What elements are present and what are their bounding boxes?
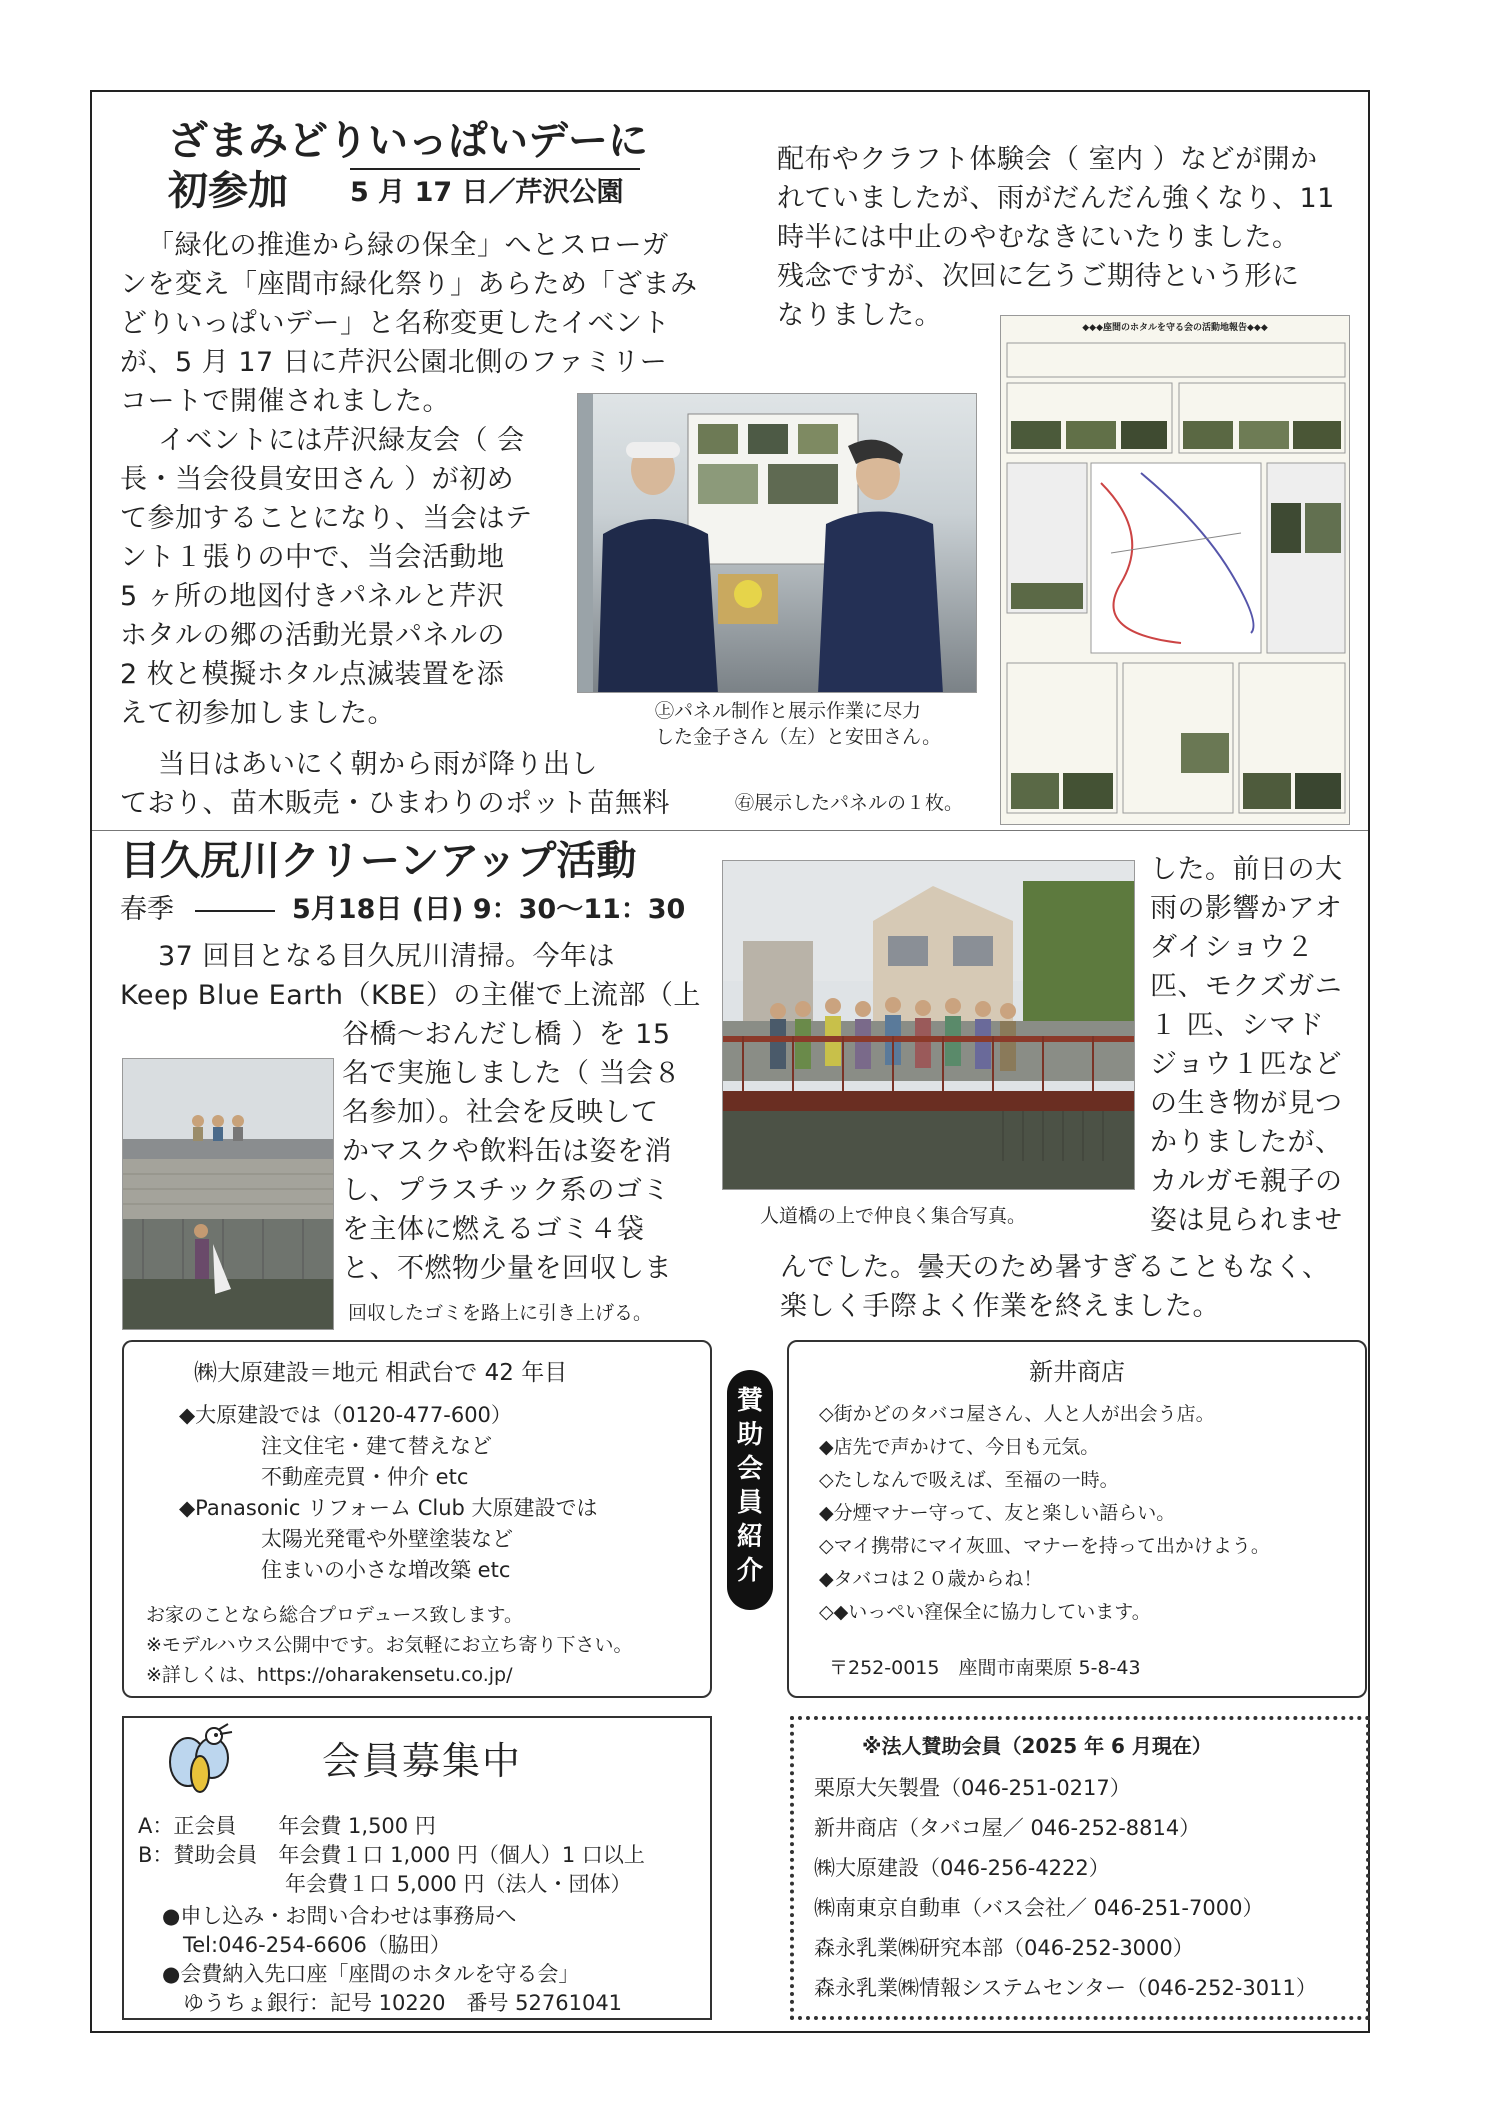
arai-ad-box [787, 1340, 1367, 1698]
river-cleanup-photo [122, 1058, 334, 1330]
article2-title: 目久尻川クリーンアップ活動 [120, 838, 637, 884]
ohara-notes: お家のことなら総合プロデュース致します。 ※モデルハウス公開中です。お気軽にお立ち寄り下さい。 ※詳しくは、https://oharakensetu.co.jp/ [146, 1604, 633, 1686]
panel-thumbnail [1000, 315, 1350, 825]
article1-body-left: 「緑化の推進から緑の保全」へとスローガ ンを変え「座間市緑化祭り」あらため「ざまみ どりいっぱいデー」と名称変更したイベント が、5 月 17 日に芹沢公園北側のファミリー コートで開催されました。 [120, 230, 698, 417]
panel-caption: ㊨展示したパネルの１枚。 [735, 792, 964, 814]
sponsor-label-badge: 賛 助 会 員 紹 介 [727, 1370, 773, 1610]
member-contact: ●申し込み・お問い合わせは事務局へ Tel:046-254-6606（脇田） ●会費納入先口座「座間のホタルを守る会」 ゆうちょ銀行：記号 10220 番号 52761041 [162, 1904, 623, 2015]
booth-photo-caption: ㊤パネル制作と展示作業に尽力 した金子さん（左）と安田さん。 [655, 700, 942, 748]
article2-body-right: した。前日の大 雨の影響かアオ ダイショウ２ 匹、モクズガニ １ 匹、シマド ジョウ１匹など の生き物が見つ かりましたが、 カルガモ親子の 姿は見られませ [1150, 854, 1343, 1236]
firefly-icon [162, 1722, 242, 1802]
season-dash [195, 910, 275, 912]
ohara-lines: ◆大原建設では（0120-477-600） 注文住宅・建て替えなど 不動産売買・仲介 etc ◆Panasonic リフォーム Club 大原建設では 太陽光発電や外壁塗装など 住まいの小さな増改築 etc [179, 1403, 598, 1582]
article1-body-bottom: 当日はあいにく朝から雨が降り出し ており、苗木販売・ひまわりのポット苗無料 [120, 749, 670, 819]
member-recruit-heading: 会員募集中 [322, 1739, 523, 1783]
member-recruit-box [122, 1716, 712, 2020]
article1-date-location: 5 月 17 日／芹沢公園 [350, 177, 624, 208]
arai-address: 〒252-0015 座間市南栗原 5-8-43 [829, 1657, 1141, 1679]
corporate-heading: ※法人賛助会員（2025 年 6 月現在） [862, 1734, 1212, 1758]
bridge-group-caption: 人道橋の上で仲良く集合写真。 [760, 1205, 1027, 1227]
section-divider [92, 830, 1368, 831]
article2-body-end: んでした。曇天のため暑すぎることもなく、 楽しく手際よく作業を終えました。 [780, 1252, 1330, 1322]
bridge-group-photo [722, 860, 1135, 1190]
panel-thumbnail-title: ◆◆◆座間のホタルを守る会の活動地報告◆◆◆ [1082, 323, 1268, 333]
river-cleanup-caption: 回収したゴミを路上に引き上げる。 [348, 1302, 653, 1324]
corporate-sponsor-box [790, 1716, 1370, 2020]
article2-date-time: 5月18日 (日) 9：30〜11：30 [292, 894, 686, 925]
arai-lines: ◇街かどのタバコ屋さん、人と人が出会う店。 ◆店先で声かけて、今日も元気。 ◇たしなんで吸えば、至福の一時。 ◆分煙マナー守って、友と楽しい語らい。 ◇マイ携帯にマイ灰皿、マナーを持って出かけよう。 ◆タバコは２０歳からね！ ◇◆いっぺい窪保全に協力しています。 [819, 1403, 1270, 1623]
article2-body-top: 37 回目となる目久尻川清掃。今年は Keep Blue Earth（KBE）の主催で上流部（上 [120, 941, 701, 1011]
ohara-heading: ㈱大原建設＝地元 相武台で 42 年目 [194, 1360, 568, 1386]
article2-season: 春季 [120, 894, 174, 925]
title-underline [350, 168, 640, 170]
corporate-lines: 栗原大矢製畳（046-251-0217） 新井商店（タバコ屋／ 046-252-8814） ㈱大原建設（046-256-4222） ㈱南東京自動車（バス会社／ 046-251-7000） 森永乳業㈱研究本部（046-252-3000） 森永乳業㈱情報システムセンター（046-252-3011） [814, 1776, 1317, 2000]
article1-title-line1: ざまみどりいっぱいデーに [168, 118, 648, 164]
booth-photo [577, 393, 977, 693]
article1-body-right: 配布やクラフト体験会（ 室内 ）などが開か れていましたが、雨がだんだん強くなり、11 時半には中止のやむなきにいたりました。 残念ですが、次回に乞うご期待という形に なりました。 [777, 144, 1335, 331]
ohara-ad-box [122, 1340, 712, 1698]
article1-title-line2: 初参加 [168, 168, 288, 214]
article1-body-narrow: イベントには芹沢緑友会（ 会 長・当会役員安田さん ）が初め て参加することになり、当会はテ ント１張りの中で、当会活動地 5 ヶ所の地図付きパネルと芹沢 ホタルの郷の活動光景パネルの 2 枚と模擬ホタル点滅装置を添 えて初参加しました。 [120, 425, 533, 729]
arai-heading: 新井商店 [1029, 1358, 1125, 1386]
article2-body-mid: 谷橋〜おんだし橋 ）を 15 名で実施しました（ 当会８ 名参加）。社会を反映して かマスクや飲料缶は姿を消 し、プラスチック系のゴミ を主体に燃えるゴミ４袋 と、不燃物少量を回収しま [342, 1019, 682, 1284]
member-fees: A：正会員 年会費 1,500 円 B：賛助会員 年会費１口 1,000 円（個人）1 口以上 年会費１口 5,000 円（法人・団体） [138, 1814, 645, 1896]
